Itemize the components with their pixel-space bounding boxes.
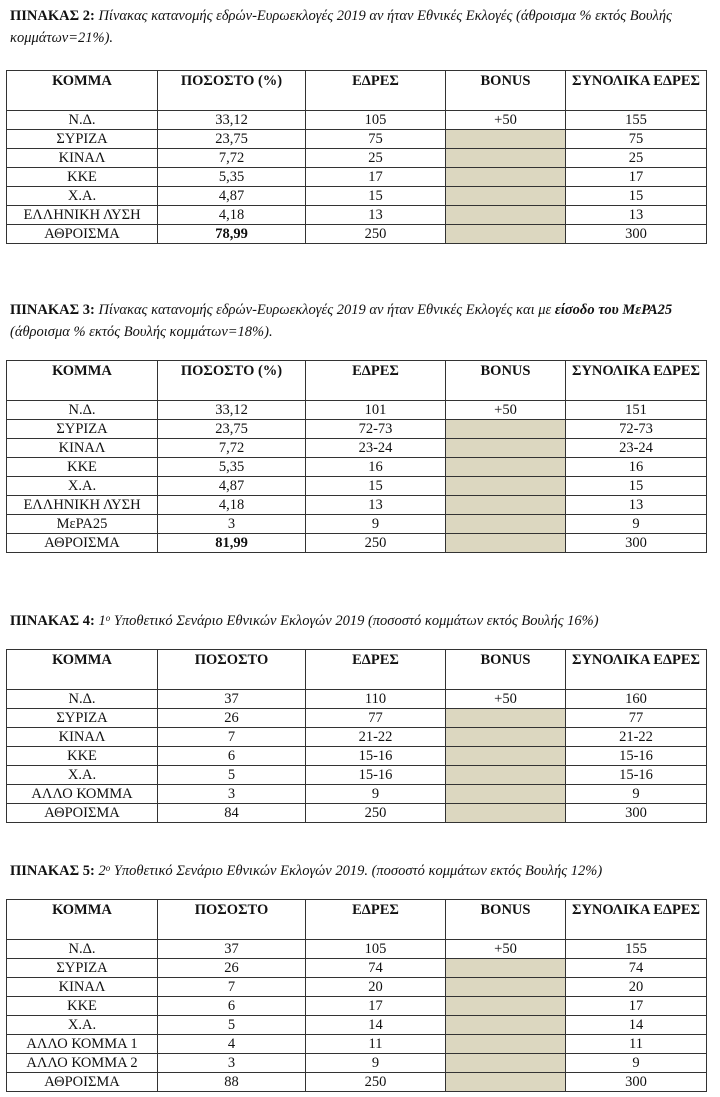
- cell-percentage: 23,75: [158, 420, 306, 439]
- cell-total-seats: 155: [566, 111, 707, 130]
- cell-total-seats: 155: [566, 940, 707, 959]
- cell-party: ΚΙΝΑΛ: [7, 978, 158, 997]
- cell-seats: 72-73: [306, 420, 446, 439]
- header-total-seats: ΣΥΝΟΛΙΚΑ ΕΔΡΕΣ: [566, 900, 707, 940]
- cell-seats: 25: [306, 149, 446, 168]
- cell-bonus: [446, 130, 566, 149]
- cell-party: ΣΥΡΙΖΑ: [7, 130, 158, 149]
- cell-party: ΑΘΡΟΙΣΜΑ: [7, 225, 158, 244]
- cell-bonus: +50: [446, 940, 566, 959]
- header-total-seats: ΣΥΝΟΛΙΚΑ ΕΔΡΕΣ: [566, 71, 707, 111]
- cell-party: ΚΙΝΑΛ: [7, 149, 158, 168]
- cell-party: ΑΛΛΟ ΚΟΜΜΑ: [7, 785, 158, 804]
- cell-percentage: 26: [158, 959, 306, 978]
- cell-party: ΣΥΡΙΖΑ: [7, 420, 158, 439]
- cell-percentage: 6: [158, 997, 306, 1016]
- cell-party: Ν.Δ.: [7, 940, 158, 959]
- cell-total-seats: 160: [566, 690, 707, 709]
- cell-party: ΚΙΝΑΛ: [7, 439, 158, 458]
- table-row: [7, 439, 707, 458]
- cell-bonus: [446, 997, 566, 1016]
- header-seats: ΕΔΡΕΣ: [306, 361, 446, 401]
- cell-party: ΚΚΕ: [7, 747, 158, 766]
- cell-seats: 13: [306, 496, 446, 515]
- cell-bonus: [446, 1016, 566, 1035]
- table-3-caption: [10, 299, 710, 343]
- cell-bonus: [446, 959, 566, 978]
- cell-seats: 105: [306, 940, 446, 959]
- cell-bonus: [446, 1073, 566, 1092]
- cell-percentage: 78,99: [158, 225, 306, 244]
- cell-seats: 101: [306, 401, 446, 420]
- caption-bold-text: είσοδο του ΜεΡΑ25: [554, 302, 673, 318]
- cell-total-seats: 74: [566, 959, 707, 978]
- header-party: ΚΟΜΜΑ: [7, 900, 158, 940]
- cell-total-seats: 17: [566, 997, 707, 1016]
- cell-seats: 9: [306, 1054, 446, 1073]
- table-row: [7, 728, 707, 747]
- table-row: [7, 690, 707, 709]
- cell-bonus: [446, 728, 566, 747]
- cell-party: ΚΚΕ: [7, 168, 158, 187]
- table-row: [7, 130, 707, 149]
- header-bonus: BONUS: [446, 900, 566, 940]
- header-bonus: BONUS: [446, 650, 566, 690]
- caption-ordinal: [98, 863, 110, 879]
- cell-total-seats: 21-22: [566, 728, 707, 747]
- cell-total-seats: 300: [566, 1073, 707, 1092]
- cell-total-seats: 72-73: [566, 420, 707, 439]
- table-row: [7, 111, 707, 130]
- cell-percentage: 88: [158, 1073, 306, 1092]
- caption-ordinal: [98, 613, 110, 629]
- cell-percentage: 5: [158, 1016, 306, 1035]
- cell-bonus: [446, 978, 566, 997]
- cell-bonus: [446, 515, 566, 534]
- header-percentage: ΠΟΣΟΣΤΟ: [158, 900, 306, 940]
- caption-number: 1: [98, 613, 106, 629]
- table-header-row: [7, 650, 707, 690]
- header-party: ΚΟΜΜΑ: [7, 71, 158, 111]
- cell-total-seats: 9: [566, 515, 707, 534]
- table-row: [7, 766, 707, 785]
- cell-total-seats: 16: [566, 458, 707, 477]
- cell-percentage: 33,12: [158, 401, 306, 420]
- table-2-caption: [10, 5, 710, 49]
- cell-party: ΑΛΛΟ ΚΟΜΜΑ 1: [7, 1035, 158, 1054]
- header-bonus: BONUS: [446, 361, 566, 401]
- cell-party: ΑΘΡΟΙΣΜΑ: [7, 1073, 158, 1092]
- cell-seats: 23-24: [306, 439, 446, 458]
- total-row: [7, 225, 707, 244]
- header-seats: ΕΔΡΕΣ: [306, 900, 446, 940]
- table-row: [7, 477, 707, 496]
- cell-total-seats: 11: [566, 1035, 707, 1054]
- table-row: [7, 496, 707, 515]
- cell-percentage: 5,35: [158, 168, 306, 187]
- table-3: [6, 360, 707, 553]
- cell-total-seats: 75: [566, 130, 707, 149]
- cell-bonus: +50: [446, 111, 566, 130]
- cell-bonus: [446, 458, 566, 477]
- cell-bonus: [446, 187, 566, 206]
- table-row: [7, 401, 707, 420]
- cell-seats: 20: [306, 978, 446, 997]
- table-row: [7, 1035, 707, 1054]
- cell-seats: 13: [306, 206, 446, 225]
- cell-bonus: [446, 534, 566, 553]
- cell-seats: 17: [306, 997, 446, 1016]
- cell-seats: 105: [306, 111, 446, 130]
- cell-seats: 15: [306, 187, 446, 206]
- cell-percentage: 7,72: [158, 149, 306, 168]
- header-party: ΚΟΜΜΑ: [7, 650, 158, 690]
- cell-percentage: 37: [158, 690, 306, 709]
- cell-percentage: 5,35: [158, 458, 306, 477]
- cell-bonus: [446, 804, 566, 823]
- cell-percentage: 7,72: [158, 439, 306, 458]
- cell-total-seats: 151: [566, 401, 707, 420]
- table-row: [7, 709, 707, 728]
- header-seats: ΕΔΡΕΣ: [306, 650, 446, 690]
- cell-percentage: 26: [158, 709, 306, 728]
- cell-percentage: 23,75: [158, 130, 306, 149]
- header-total-seats: ΣΥΝΟΛΙΚΑ ΕΔΡΕΣ: [566, 361, 707, 401]
- cell-seats: 9: [306, 515, 446, 534]
- cell-party: ΑΛΛΟ ΚΟΜΜΑ 2: [7, 1054, 158, 1073]
- cell-percentage: 84: [158, 804, 306, 823]
- header-percentage: ΠΟΣΟΣΤΟ (%): [158, 71, 306, 111]
- cell-total-seats: 15: [566, 477, 707, 496]
- table-row: [7, 997, 707, 1016]
- table-row: [7, 940, 707, 959]
- caption-text: Υποθετικό Σενάριο Εθνικών Εκλογών 2019. (ποσοστό κομμάτων εκτός Βουλής 12%): [110, 863, 603, 879]
- caption-label: ΠΙΝΑΚΑΣ 2:: [10, 8, 95, 24]
- cell-total-seats: 300: [566, 804, 707, 823]
- cell-percentage: 3: [158, 515, 306, 534]
- cell-party: Ν.Δ.: [7, 690, 158, 709]
- total-row: [7, 804, 707, 823]
- cell-total-seats: 17: [566, 168, 707, 187]
- header-percentage: ΠΟΣΟΣΤΟ (%): [158, 361, 306, 401]
- cell-party: Ν.Δ.: [7, 111, 158, 130]
- table-5: [6, 899, 707, 1092]
- cell-bonus: [446, 709, 566, 728]
- caption-text-after: (άθροισμα % εκτός Βουλής κομμάτων=18%).: [10, 324, 273, 340]
- table-5-caption: [10, 860, 710, 882]
- cell-total-seats: 23-24: [566, 439, 707, 458]
- cell-party: ΣΥΡΙΖΑ: [7, 959, 158, 978]
- cell-party: Χ.Α.: [7, 766, 158, 785]
- cell-bonus: [446, 766, 566, 785]
- cell-seats: 9: [306, 785, 446, 804]
- cell-percentage: 33,12: [158, 111, 306, 130]
- caption-text: Πίνακας κατανομής εδρών-Ευρωεκλογές 2019 αν ήταν Εθνικές Εκλογές (άθροισμα % εκτός Βουλής κομμάτων=21%).: [10, 8, 672, 46]
- table-row: [7, 959, 707, 978]
- cell-bonus: [446, 439, 566, 458]
- caption-label: ΠΙΝΑΚΑΣ 4:: [10, 613, 95, 629]
- cell-percentage: 81,99: [158, 534, 306, 553]
- cell-total-seats: 77: [566, 709, 707, 728]
- cell-total-seats: 9: [566, 785, 707, 804]
- cell-total-seats: 20: [566, 978, 707, 997]
- cell-percentage: 4,87: [158, 477, 306, 496]
- cell-seats: 21-22: [306, 728, 446, 747]
- cell-bonus: +50: [446, 401, 566, 420]
- cell-percentage: 3: [158, 785, 306, 804]
- cell-bonus: [446, 225, 566, 244]
- cell-party: ΕΛΛΗΝΙΚΗ ΛΥΣΗ: [7, 206, 158, 225]
- cell-percentage: 7: [158, 728, 306, 747]
- cell-total-seats: 13: [566, 206, 707, 225]
- cell-bonus: +50: [446, 690, 566, 709]
- table-row: [7, 149, 707, 168]
- cell-bonus: [446, 149, 566, 168]
- cell-percentage: 4,18: [158, 496, 306, 515]
- cell-party: ΚΚΕ: [7, 997, 158, 1016]
- table-header-row: [7, 71, 707, 111]
- table-row: [7, 785, 707, 804]
- cell-total-seats: 14: [566, 1016, 707, 1035]
- cell-seats: 250: [306, 534, 446, 553]
- cell-party: Χ.Α.: [7, 477, 158, 496]
- table-row: [7, 420, 707, 439]
- table-row: [7, 168, 707, 187]
- cell-seats: 77: [306, 709, 446, 728]
- caption-label: ΠΙΝΑΚΑΣ 5:: [10, 863, 95, 879]
- header-seats: ΕΔΡΕΣ: [306, 71, 446, 111]
- cell-party: ΚΙΝΑΛ: [7, 728, 158, 747]
- cell-total-seats: 300: [566, 225, 707, 244]
- total-row: [7, 534, 707, 553]
- caption-superscript: ο: [105, 863, 111, 873]
- cell-seats: 110: [306, 690, 446, 709]
- cell-party: ΑΘΡΟΙΣΜΑ: [7, 534, 158, 553]
- table-row: [7, 458, 707, 477]
- table-row: [7, 1016, 707, 1035]
- caption-number: 2: [98, 863, 106, 879]
- cell-seats: 17: [306, 168, 446, 187]
- header-total-seats: ΣΥΝΟΛΙΚΑ ΕΔΡΕΣ: [566, 650, 707, 690]
- cell-total-seats: 13: [566, 496, 707, 515]
- table-header-row: [7, 361, 707, 401]
- cell-party: ΜεΡΑ25: [7, 515, 158, 534]
- cell-percentage: 5: [158, 766, 306, 785]
- table-row: [7, 187, 707, 206]
- cell-seats: 15-16: [306, 747, 446, 766]
- header-percentage: ΠΟΣΟΣΤΟ: [158, 650, 306, 690]
- cell-party: ΚΚΕ: [7, 458, 158, 477]
- cell-bonus: [446, 785, 566, 804]
- cell-total-seats: 15-16: [566, 747, 707, 766]
- cell-bonus: [446, 496, 566, 515]
- caption-label: ΠΙΝΑΚΑΣ 3:: [10, 302, 95, 318]
- cell-percentage: 4: [158, 1035, 306, 1054]
- cell-seats: 11: [306, 1035, 446, 1054]
- cell-percentage: 7: [158, 978, 306, 997]
- cell-party: Ν.Δ.: [7, 401, 158, 420]
- cell-party: Χ.Α.: [7, 187, 158, 206]
- cell-percentage: 37: [158, 940, 306, 959]
- cell-seats: 15: [306, 477, 446, 496]
- total-row: [7, 1073, 707, 1092]
- cell-seats: 14: [306, 1016, 446, 1035]
- cell-bonus: [446, 1054, 566, 1073]
- caption-text: Πίνακας κατανομής εδρών-Ευρωεκλογές 2019 αν ήταν Εθνικές Εκλογές και με: [94, 302, 555, 318]
- header-party: ΚΟΜΜΑ: [7, 361, 158, 401]
- caption-superscript: ο: [105, 613, 111, 623]
- table-row: [7, 1054, 707, 1073]
- cell-seats: 74: [306, 959, 446, 978]
- cell-seats: 75: [306, 130, 446, 149]
- table-row: [7, 978, 707, 997]
- table-4-caption: [10, 610, 710, 632]
- cell-total-seats: 9: [566, 1054, 707, 1073]
- cell-total-seats: 15: [566, 187, 707, 206]
- cell-total-seats: 300: [566, 534, 707, 553]
- table-row: [7, 747, 707, 766]
- table-row: [7, 515, 707, 534]
- cell-party: ΑΘΡΟΙΣΜΑ: [7, 804, 158, 823]
- table-row: [7, 206, 707, 225]
- cell-bonus: [446, 206, 566, 225]
- cell-percentage: 6: [158, 747, 306, 766]
- table-2: [6, 70, 707, 244]
- cell-seats: 16: [306, 458, 446, 477]
- cell-percentage: 4,18: [158, 206, 306, 225]
- cell-party: ΕΛΛΗΝΙΚΗ ΛΥΣΗ: [7, 496, 158, 515]
- cell-total-seats: 15-16: [566, 766, 707, 785]
- header-bonus: BONUS: [446, 71, 566, 111]
- cell-bonus: [446, 747, 566, 766]
- cell-total-seats: 25: [566, 149, 707, 168]
- cell-party: ΣΥΡΙΖΑ: [7, 709, 158, 728]
- table-header-row: [7, 900, 707, 940]
- cell-seats: 250: [306, 225, 446, 244]
- cell-seats: 15-16: [306, 766, 446, 785]
- cell-seats: 250: [306, 1073, 446, 1092]
- cell-bonus: [446, 420, 566, 439]
- cell-percentage: 3: [158, 1054, 306, 1073]
- cell-bonus: [446, 168, 566, 187]
- cell-seats: 250: [306, 804, 446, 823]
- cell-bonus: [446, 477, 566, 496]
- table-4: [6, 649, 707, 823]
- cell-bonus: [446, 1035, 566, 1054]
- caption-text: Υποθετικό Σενάριο Εθνικών Εκλογών 2019 (ποσοστό κομμάτων εκτός Βουλής 16%): [110, 613, 599, 629]
- cell-party: Χ.Α.: [7, 1016, 158, 1035]
- cell-percentage: 4,87: [158, 187, 306, 206]
